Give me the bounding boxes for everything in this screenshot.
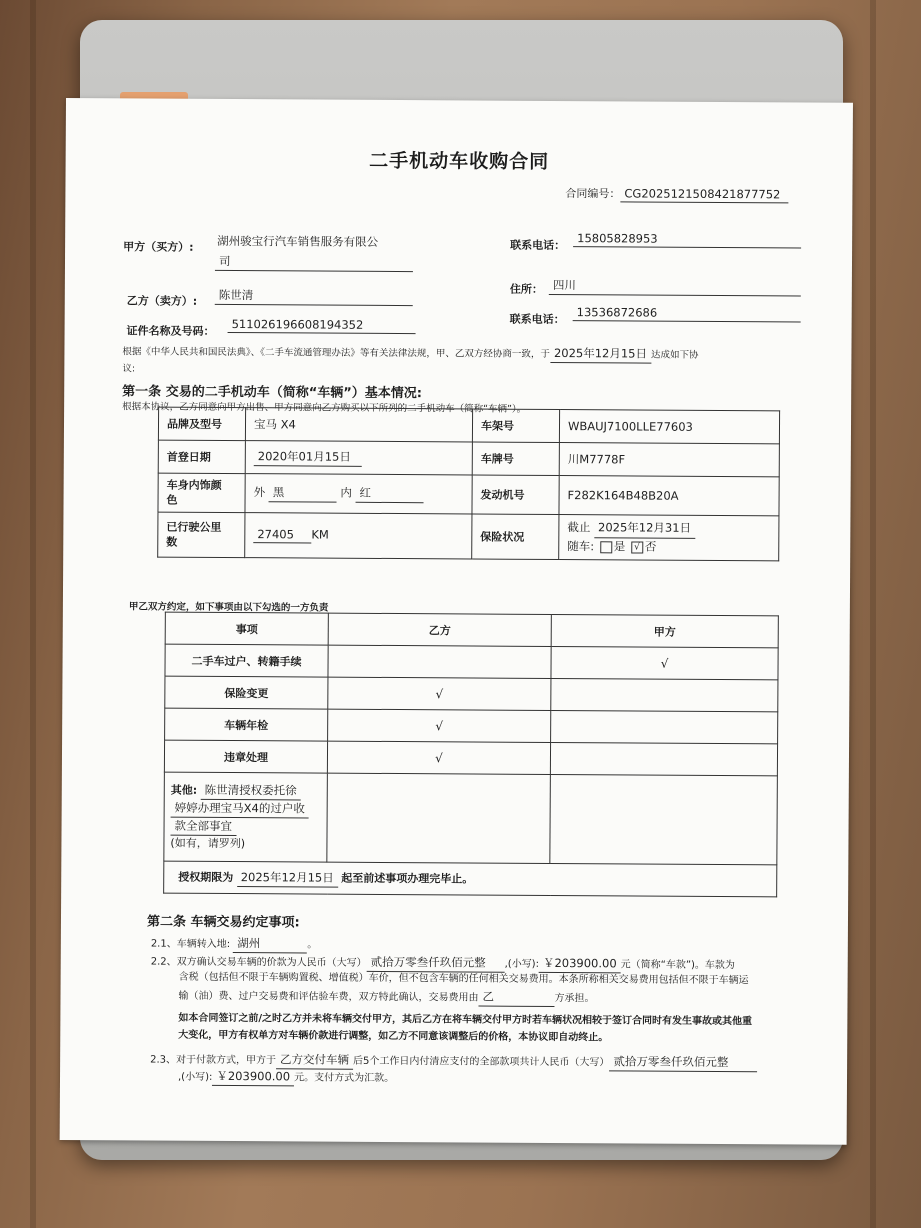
mileage-cell	[245, 513, 472, 559]
other-cell	[164, 772, 328, 862]
color-label-1: 车身内饰颜	[166, 478, 222, 492]
contract-number-row	[565, 185, 788, 203]
a22-num: 2.2、	[150, 956, 177, 968]
article1-title: 第一条 交易的二手机动车（简称“车辆”）基本情况:	[122, 384, 423, 402]
other-line2: 婷婷办理宝马X4的过户收	[171, 800, 309, 819]
other-note: (如有，请罗列)	[170, 836, 246, 851]
mileage-value: 27405	[253, 527, 311, 543]
table-row	[158, 473, 779, 516]
yes-checkbox[interactable]	[600, 541, 612, 553]
table-row	[164, 772, 778, 865]
a23-fill: 乙方交付车辆	[276, 1051, 353, 1069]
wood-grain	[30, 0, 36, 1228]
a22-text-2: ,(小写):	[504, 958, 540, 970]
row-a-check	[550, 742, 777, 775]
color-label	[158, 473, 245, 513]
color-cell	[245, 474, 472, 514]
vin-value: WBAUJ7100LLE77603	[559, 410, 779, 444]
table-row	[158, 407, 779, 444]
contract-number: CG2025121508421877752	[620, 186, 788, 203]
article2-2-line3	[178, 987, 594, 1008]
with-car-label: 随车:	[567, 539, 595, 554]
table-row	[165, 612, 778, 648]
a22-amount-cn: 贰拾万零叁仟玖佰元整	[367, 954, 505, 973]
a22-text-1: 双方确认交易车辆的价款为人民币（大写）	[176, 956, 367, 969]
bold-line1: 如本合同签订之前/之时乙方并未将车辆交付甲方，其后乙方在将车辆交付甲方时若车辆状况相较于签订合同时有发生事故或其他重	[178, 1012, 753, 1028]
row-b-check	[328, 645, 551, 678]
buyer-label: 甲方（买方）:	[123, 240, 194, 254]
table-row	[165, 676, 778, 712]
reg-date-label: 首登日期	[158, 440, 245, 474]
a22-text-3: 元（简称“车款”)。车款为	[620, 959, 735, 972]
a21-place: 湖州	[233, 935, 307, 953]
row-item: 违章处理	[164, 740, 327, 773]
buyer-name-line1: 湖州骏宝行汽车销售服务有限公	[217, 233, 379, 249]
int-prefix: 内	[340, 485, 352, 500]
engine-label: 发动机号	[472, 475, 559, 515]
mileage-label	[158, 512, 245, 558]
other-a-check	[550, 774, 778, 864]
other-line1: 陈世清授权委托徐	[201, 782, 301, 801]
auth-cell	[164, 861, 777, 897]
a22-line3-1: 输（油）费、过户交易费和评估验车费，双方特此确认，交易费用由	[178, 990, 479, 1004]
id-label: 证件名称及号码：	[126, 324, 215, 338]
a23-text-4: 元。支付方式为汇款。	[294, 1072, 395, 1085]
a23-amount: ￥203900.00	[212, 1068, 294, 1086]
a22-amount: ￥203900.00	[539, 955, 621, 973]
reg-date-value: 2020年01月15日	[254, 448, 362, 467]
basis-date: 2025年12月15日	[550, 345, 651, 364]
other-b-check	[327, 773, 551, 863]
insurance-until: 2025年12月31日	[594, 519, 695, 539]
seller-phone-label: 联系电话：	[509, 312, 565, 327]
article2-1	[151, 935, 318, 954]
table-row	[164, 861, 777, 897]
basis-text-row	[122, 342, 698, 364]
int-color: 红	[356, 485, 424, 503]
seller-phone: 13536872686	[573, 305, 801, 322]
a22-line2: 含税（包括但不限于车辆购置税、增值税）车价，但不包含车辆的任何相关交易费用。本条所称相关交易费用包括但不限于车辆运	[178, 971, 749, 987]
id-number: 511026196608194352	[228, 317, 416, 334]
row-item: 二手车过户、转籍手续	[165, 644, 328, 677]
vehicle-info-table	[157, 407, 780, 562]
vin-label: 车架号	[472, 409, 559, 443]
article1-intro: 根据本协议，乙方同意向甲方出售、甲方同意向乙方购买以下所列的二手机动车（简称“车辆”）。	[122, 401, 527, 415]
buyer-phone: 15805828953	[573, 231, 801, 248]
contract-title: 二手机动车收购合同	[369, 149, 550, 173]
a21-end: 。	[307, 939, 318, 951]
contract-page	[60, 98, 853, 1145]
no-label: 否	[644, 539, 657, 554]
ext-prefix: 外	[253, 485, 266, 500]
seller-name: 陈世清	[215, 287, 413, 306]
other-label: 其他:	[170, 783, 198, 797]
auth-date: 2025年12月15日	[237, 869, 338, 888]
basis-text-3: 议:	[122, 363, 136, 375]
engine-value: F282K164B48B20A	[559, 476, 779, 516]
seller-address: 四川	[549, 277, 801, 297]
row-b-check: √	[328, 709, 551, 742]
a22-payer: 乙	[478, 989, 554, 1007]
other-line3: 款全部事宜	[170, 818, 236, 836]
row-b-check: √	[327, 741, 550, 774]
basis-text-1: 根据《中华人民共和国民法典》、《二手车流通管理办法》等有关法律法规，甲、乙双方经协商一致，于	[122, 346, 550, 360]
model-value: 宝马 X4	[245, 408, 472, 442]
a23-text-1: 对于付款方式，甲方于	[175, 1054, 277, 1067]
plate-label: 车牌号	[472, 442, 559, 476]
buyer-name-line2: 司	[215, 253, 413, 272]
table-row	[164, 740, 777, 776]
responsibility-intro: 甲乙双方约定，如下事项由以下勾选的一方负责	[128, 601, 329, 614]
a23-num: 2.3、	[150, 1054, 177, 1066]
a23-text-2: 后5个工作日内付清应支付的全部款项共计人民币（大写）	[352, 1055, 610, 1069]
table-row	[165, 644, 778, 680]
plate-value: 川M7778F	[559, 443, 779, 477]
table-row	[165, 708, 778, 744]
buyer-phone-label: 联系电话：	[510, 238, 566, 253]
a23-amount-cn: 贰拾万零叁仟玖佰元整	[609, 1053, 757, 1072]
reg-date-cell	[245, 441, 472, 475]
color-label-2: 色	[166, 493, 178, 507]
row-a-check: √	[551, 646, 778, 679]
no-checkbox[interactable]: √	[631, 541, 643, 553]
row-b-check: √	[328, 677, 551, 710]
a23-text-3: ,(小写):	[177, 1071, 213, 1083]
a22-line3-2: 方承担。	[554, 993, 595, 1005]
row-item: 车辆年检	[165, 708, 328, 741]
ext-color: 黑	[269, 484, 337, 502]
mileage-label-1: 已行驶公里	[166, 520, 222, 534]
col-a-header: 甲方	[551, 614, 778, 647]
a21-num: 2.1、	[150, 938, 177, 950]
insurance-until-label: 截止	[567, 520, 591, 535]
responsibility-table	[163, 612, 779, 898]
a21-text: 车辆转入地:	[176, 938, 231, 951]
row-a-check	[551, 678, 778, 711]
model-label: 品牌及型号	[158, 407, 245, 441]
insurance-cell	[559, 515, 779, 561]
seller-label: 乙方（卖方）:	[126, 294, 198, 308]
row-a-check	[551, 710, 778, 743]
bold-line2: 大变化，甲方有权单方对车辆价款进行调整，如乙方不同意该调整后的价格，本协议即自动终止。	[178, 1029, 609, 1044]
wood-grain	[870, 0, 876, 1228]
table-row	[158, 512, 779, 561]
basis-text-2: 达成如下协	[650, 349, 699, 361]
col-b-header: 乙方	[328, 613, 551, 646]
auth-label: 授权期限为	[178, 870, 234, 884]
article2-3-line2	[178, 1068, 394, 1087]
seller-address-label: 住所：	[509, 282, 543, 296]
insurance-label: 保险状况	[472, 514, 559, 560]
article2-title: 第二条 车辆交易约定事项:	[146, 914, 300, 931]
contract-number-label: 合同编号：	[565, 187, 621, 201]
mileage-label-2: 数	[166, 535, 178, 549]
col-item-header: 事项	[165, 612, 328, 645]
mileage-unit: KM	[311, 527, 329, 542]
yes-label: 是	[613, 539, 626, 554]
table-row	[158, 440, 779, 477]
row-item: 保险变更	[165, 676, 328, 709]
auth-suffix: 起至前述事项办理完毕止。	[341, 871, 474, 886]
